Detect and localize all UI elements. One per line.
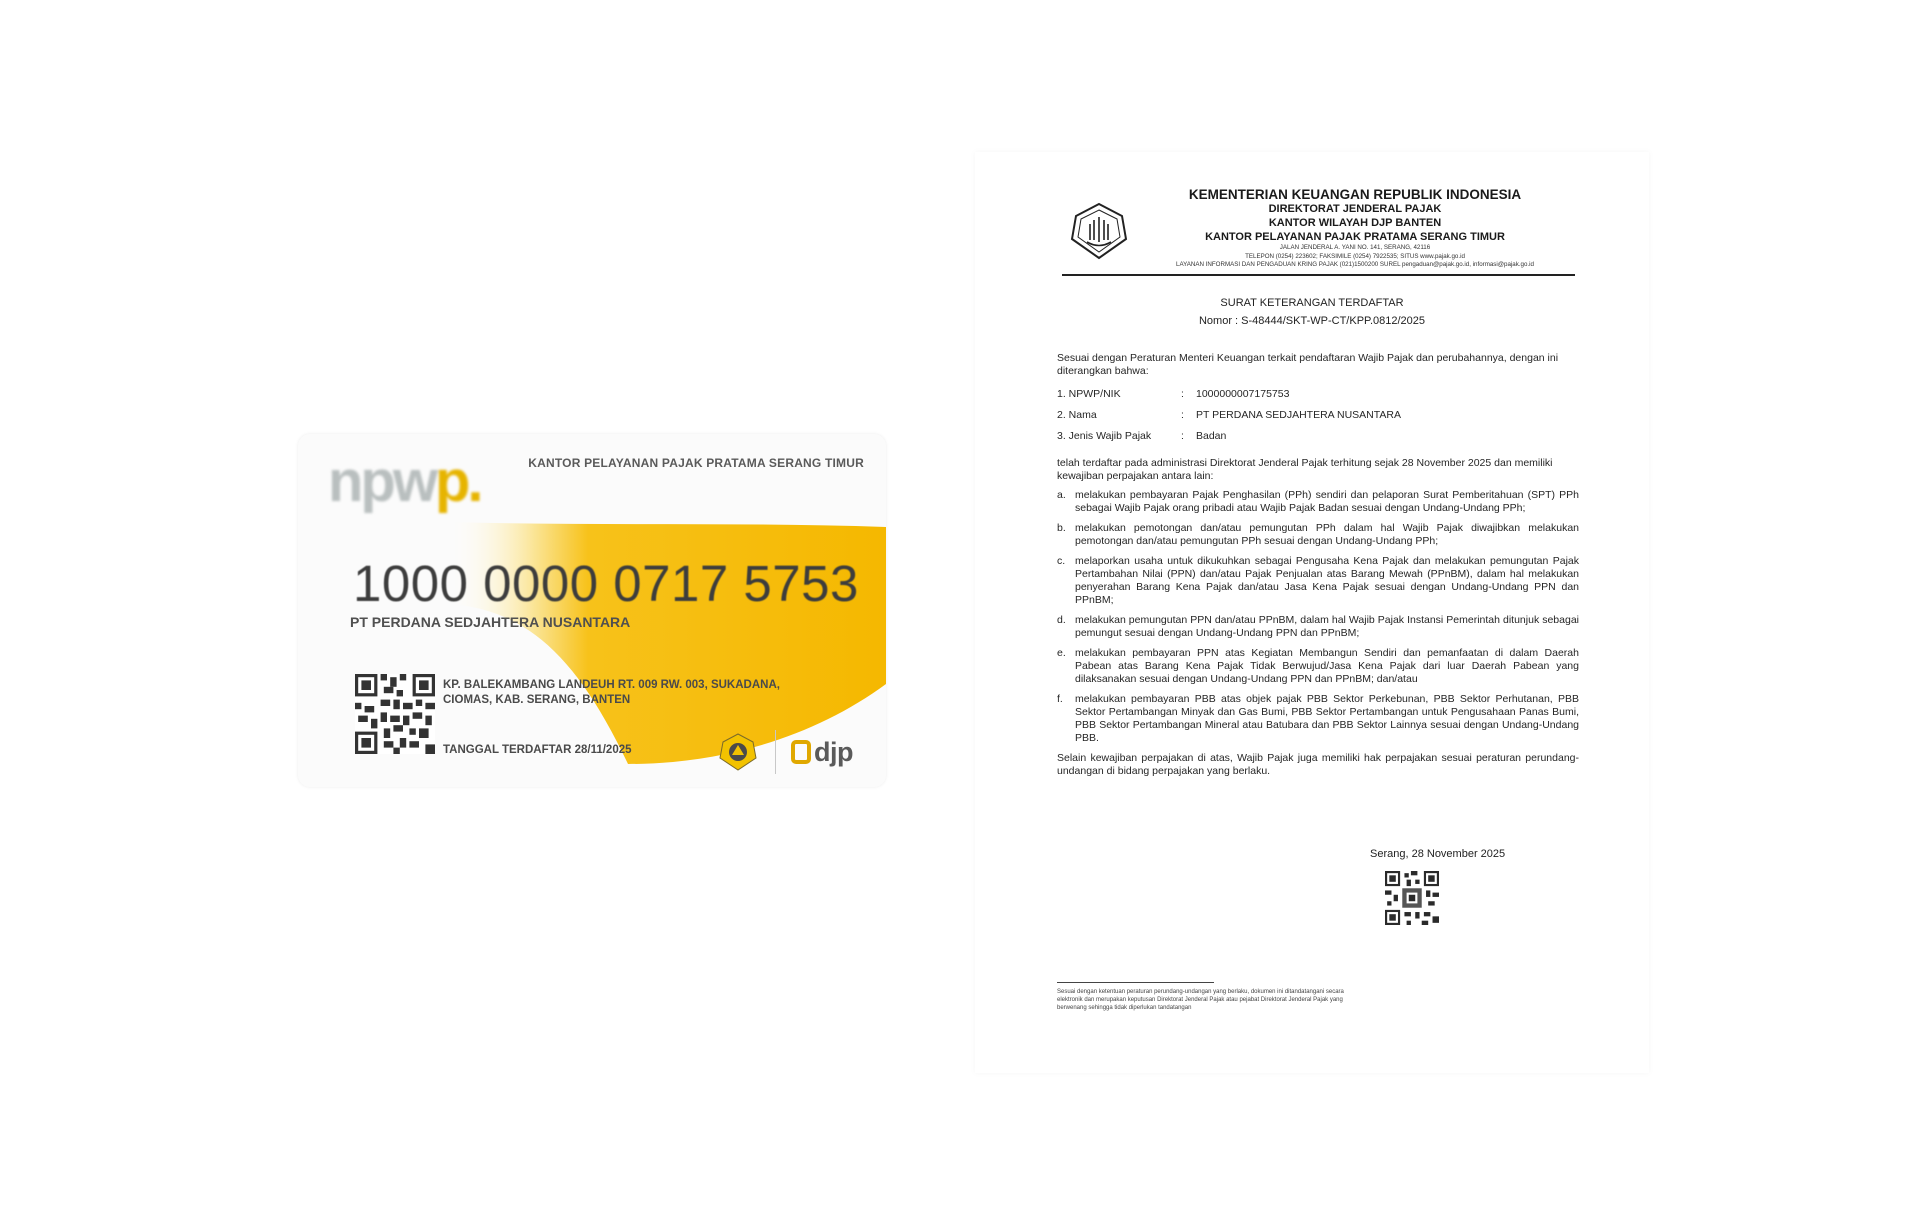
field-name: 2. Nama : PT PERDANA SEDJAHTERA NUSANTARA: [1057, 409, 1401, 421]
djp-logo-mark-icon: [791, 740, 811, 764]
letter-closing: Selain kewajiban perpajakan di atas, Wajib Pajak juga memiliki hak perpajakan sesuai peraturan perundang-undangan di bidang perpajakan yang berlaku.: [1057, 752, 1579, 777]
registration-letter: [975, 152, 1649, 1073]
letter-intro: Sesuai dengan Peraturan Menteri Keuangan terkait pendaftaran Wajib Pajak dan perubahannya, dengan ini diterangkan bahwa:: [1057, 352, 1559, 377]
office-address: JALAN JENDERAL A. YANI NO. 141, SERANG, 42116: [1279, 244, 1431, 251]
card-qr-code: [355, 674, 435, 754]
list-item: a. melakukan pembayaran Pajak Penghasilan (PPh) sendiri dan pelaporan Surat Pemberitahuan (SPT) PPh sebagai Wajib Pajak orang pribadi atau Wajib Pajak Badan sesuai dengan Undang-Undang PPh;: [1057, 489, 1579, 514]
taxpayer-name: PT PERDANA SEDJAHTERA NUSANTARA: [350, 614, 631, 630]
letter-paragraph-2: telah terdaftar pada administrasi Direktorat Jenderal Pajak terhitung sejak 28 November 2025 dan memiliki kewajiban perpajakan antara lain:: [1057, 457, 1553, 482]
ministry-name: KEMENTERIAN KEUANGAN REPUBLIK INDONESIA: [1188, 187, 1522, 202]
field-npwp: 1. NPWP/NIK : 1000000007175753: [1057, 388, 1290, 400]
directorate-name: DIREKTORAT JENDERAL PAJAK: [1268, 203, 1442, 215]
letterhead-rule: [1062, 274, 1575, 276]
signature-qr-code: [1385, 871, 1439, 925]
npwp-card: [298, 434, 886, 787]
tax-office-name: KANTOR PELAYANAN PAJAK PRATAMA SERANG TIMUR: [1205, 231, 1505, 243]
obligation-list: [1057, 489, 1579, 745]
card-logo-divider: [775, 730, 776, 774]
letter-title: SURAT KETERANGAN TERDAFTAR: [1220, 297, 1404, 309]
list-item: b. melakukan pemotongan dan/atau pemungutan PPh dalam hal Wajib Pajak diwajibkan melakukan pemotongan dan/atau pemungutan PPh sesuai dengan Undang-Undang PPh;: [1057, 522, 1579, 547]
field-taxpayer-type: 3. Jenis Wajib Pajak : Badan: [1057, 430, 1227, 442]
footnote-rule: [1057, 982, 1214, 983]
letter-body: [1057, 352, 1579, 778]
card-office-name: KANTOR PELAYANAN PAJAK PRATAMA SERANG TIMUR: [528, 456, 864, 470]
ministry-emblem-icon: [1070, 202, 1128, 260]
letterhead: [1135, 187, 1575, 270]
letter-number: Nomor : S-48444/SKT-WP-CT/KPP.0812/2025: [1198, 315, 1425, 327]
npwp-logo: npwp.: [328, 449, 481, 514]
place-date: Serang, 28 November 2025: [1370, 848, 1506, 860]
office-service-info: LAYANAN INFORMASI DAN PENGADUAN KRING PAJAK (021)1500200 SUREL pengaduan@pajak.go.id, informasi@pajak.go.id: [1176, 261, 1534, 268]
djp-logo: djp: [791, 734, 853, 770]
taxpayer-address: KP. BALEKAMBANG LANDEUH RT. 009 RW. 003, SUKADANA, CIOMAS, KAB. SERANG, BANTEN: [443, 679, 780, 706]
ministry-emblem-icon: [718, 732, 758, 772]
registration-date: TANGGAL TERDAFTAR 28/11/2025: [443, 744, 632, 756]
footnote: Sesuai dengan ketentuan peraturan perundang-undangan yang berlaku, dokumen ini ditandatangani secara elektronik dan merupakan keputusan Direktorat Jenderal Pajak atau pejabat Direktorat Jenderal Pajak yang berwenang sehingga tidak diperlukan tandatangan: [1057, 989, 1344, 1011]
list-item: e. melakukan pembayaran PPN atas Kegiatan Membangun Sendiri dan pemanfaatan di dalam Daerah Pabean atas Barang Kena Pajak Tidak Berwujud/Jasa Kena Pajak dari luar Daerah Pabean yang dilaksanakan sesuai dengan Undang-Undang PPN dan PPnBM; dan/atau: [1057, 647, 1579, 685]
npwp-number: 1000 0000 0717 5753: [353, 555, 859, 612]
list-item: f. melakukan pembayaran PBB atas objek pajak PBB Sektor Perkebunan, PBB Sektor Perhutanan, PBB Sektor Pertambangan Minyak dan Gas Bumi, PBB Sektor Pertambangan untuk Pengusahaan Panas Bumi, PBB Sektor Pertambangan Mineral atau Batubara dan PBB Sektor Lainnya sesuai dengan Undang-Undang PBB.: [1057, 693, 1579, 744]
regional-office-name: KANTOR WILAYAH DJP BANTEN: [1268, 217, 1442, 229]
list-item: d. melakukan pemungutan PPN dan/atau PPnBM, dalam hal Wajib Pajak Instansi Pemerintah ditunjuk sebagai pemungut sesuai dengan Undang-Undang PPN dan PPnBM;: [1057, 614, 1579, 639]
list-item: c. melaporkan usaha untuk dikukuhkan sebagai Pengusaha Kena Pajak dan melakukan pemungutan Pajak Pertambahan Nilai (PPN) dan/atau Pajak Penjualan atas Barang Mewah (PPnBM), dalam hal melakukan penyerahan Barang Kena Pajak dan/atau Jasa Kena Pajak sesuai dengan Undang-Undang PPN dan PPnBM;: [1057, 555, 1579, 606]
office-contact: TELEPON (0254) 223602; FAKSIMILE (0254) 7922535; SITUS www.pajak.go.id: [1245, 252, 1465, 260]
taxpayer-fields: [1057, 384, 1579, 447]
